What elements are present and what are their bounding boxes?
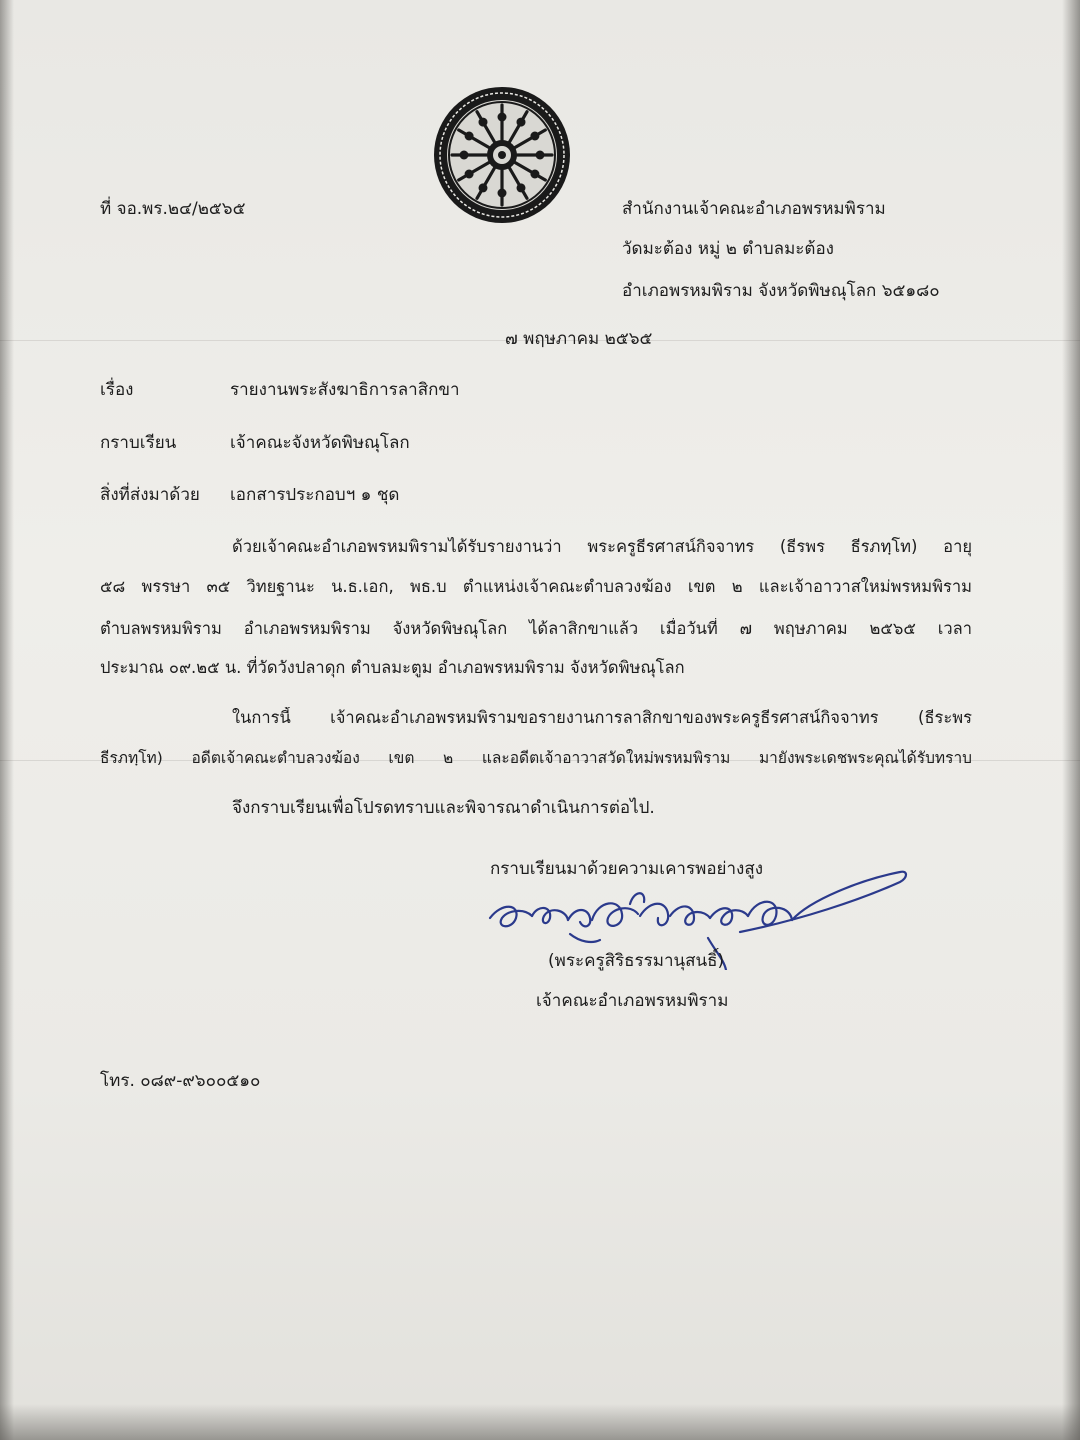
sender-address-line: อำเภอพรหมพิราม จังหวัดพิษณุโลก ๖๕๑๘๐ bbox=[622, 281, 940, 301]
enclosure-label: สิ่งที่ส่งมาด้วย bbox=[100, 485, 200, 505]
wheel-spoke-ornament bbox=[517, 118, 526, 127]
wheel-spoke-ornament bbox=[465, 170, 474, 179]
phone-number: โทร. ๐๘๙-๙๖๐๐๕๑๐ bbox=[100, 1071, 261, 1091]
body-paragraph-line: ตำบลพรหมพิราม อำเภอพรหมพิราม จังหวัดพิษณุโลก ได้ลาสิกขาแล้ว เมื่อวันที่ ๗ พฤษภาคม ๒๕๖๕ เวลา bbox=[100, 619, 972, 638]
enclosure-text: เอกสารประกอบฯ ๑ ชุด bbox=[230, 485, 400, 505]
wheel-spoke-ornament bbox=[479, 118, 488, 127]
photo-shadow bbox=[0, 0, 14, 1440]
photo-shadow bbox=[0, 1404, 1080, 1440]
body-paragraph-line: ธีรภทฺโท) อดีตเจ้าคณะตำบลวงฆ้อง เขต ๒ และอดีตเจ้าอาวาสวัดใหม่พรหมพิราม มายังพระเดชพระคุณได้รับทราบ bbox=[100, 749, 972, 767]
wheel-spoke-ornament bbox=[460, 151, 469, 160]
signer-name: (พระครูสิริธรรมานุสนธิ์) bbox=[548, 951, 725, 971]
recipient-label: กราบเรียน bbox=[100, 433, 177, 453]
signer-title: เจ้าคณะอำเภอพรหมพิราม bbox=[536, 991, 729, 1011]
wheel-spoke-ornament bbox=[536, 151, 545, 160]
recipient-text: เจ้าคณะจังหวัดพิษณุโลก bbox=[230, 433, 410, 453]
wheel-spoke-ornament bbox=[517, 183, 526, 192]
wheel-spoke-ornament bbox=[498, 113, 507, 122]
salutation: กราบเรียนมาด้วยความเคารพอย่างสูง bbox=[490, 859, 764, 879]
dharma-wheel-emblem bbox=[432, 85, 572, 225]
subject-text: รายงานพระสังฆาธิการลาสิกขา bbox=[230, 380, 460, 400]
body-paragraph-line: ด้วยเจ้าคณะอำเภอพรหมพิรามได้รับรายงานว่า พระครูธีรศาสน์กิจจาทร (ธีรพร ธีรภทฺโท) อายุ bbox=[232, 537, 972, 556]
wheel-spoke-ornament bbox=[479, 183, 488, 192]
body-paragraph-line: ประมาณ ๐๙.๒๕ น. ที่วัดวังปลาดุก ตำบลมะตูม อำเภอพรหมพิราม จังหวัดพิษณุโลก bbox=[100, 658, 685, 677]
letter-date: ๗ พฤษภาคม ๒๕๖๕ bbox=[505, 329, 653, 349]
subject-label: เรื่อง bbox=[100, 380, 134, 400]
sender-address-line: สำนักงานเจ้าคณะอำเภอพรหมพิราม bbox=[622, 199, 886, 219]
reference-number: ที่ จอ.พร.๒๔/๒๕๖๕ bbox=[100, 199, 246, 219]
body-paragraph-line: ในการนี้ เจ้าคณะอำเภอพรหมพิรามขอรายงานการลาสิกขาของพระครูธีรศาสน์กิจจาทร (ธีระพร bbox=[232, 708, 972, 727]
sender-address-line: วัดมะต้อง หมู่ ๒ ตำบลมะต้อง bbox=[622, 239, 834, 259]
wheel-spoke-ornament bbox=[530, 170, 539, 179]
photo-shadow bbox=[1062, 0, 1080, 1440]
wheel-spoke-ornament bbox=[530, 132, 539, 141]
wheel-spoke-ornament bbox=[465, 132, 474, 141]
closing-line: จึงกราบเรียนเพื่อโปรดทราบและพิจารณาดำเนินการต่อไป. bbox=[232, 798, 655, 818]
wheel-spoke-ornament bbox=[498, 189, 507, 198]
body-paragraph-line: ๕๘ พรรษา ๓๕ วิทยฐานะ น.ธ.เอก, พธ.บ ตำแหน่งเจ้าคณะตำบลวงฆ้อง เขต ๒ และเจ้าอาวาสใหม่พรหมพิราม bbox=[100, 577, 972, 596]
